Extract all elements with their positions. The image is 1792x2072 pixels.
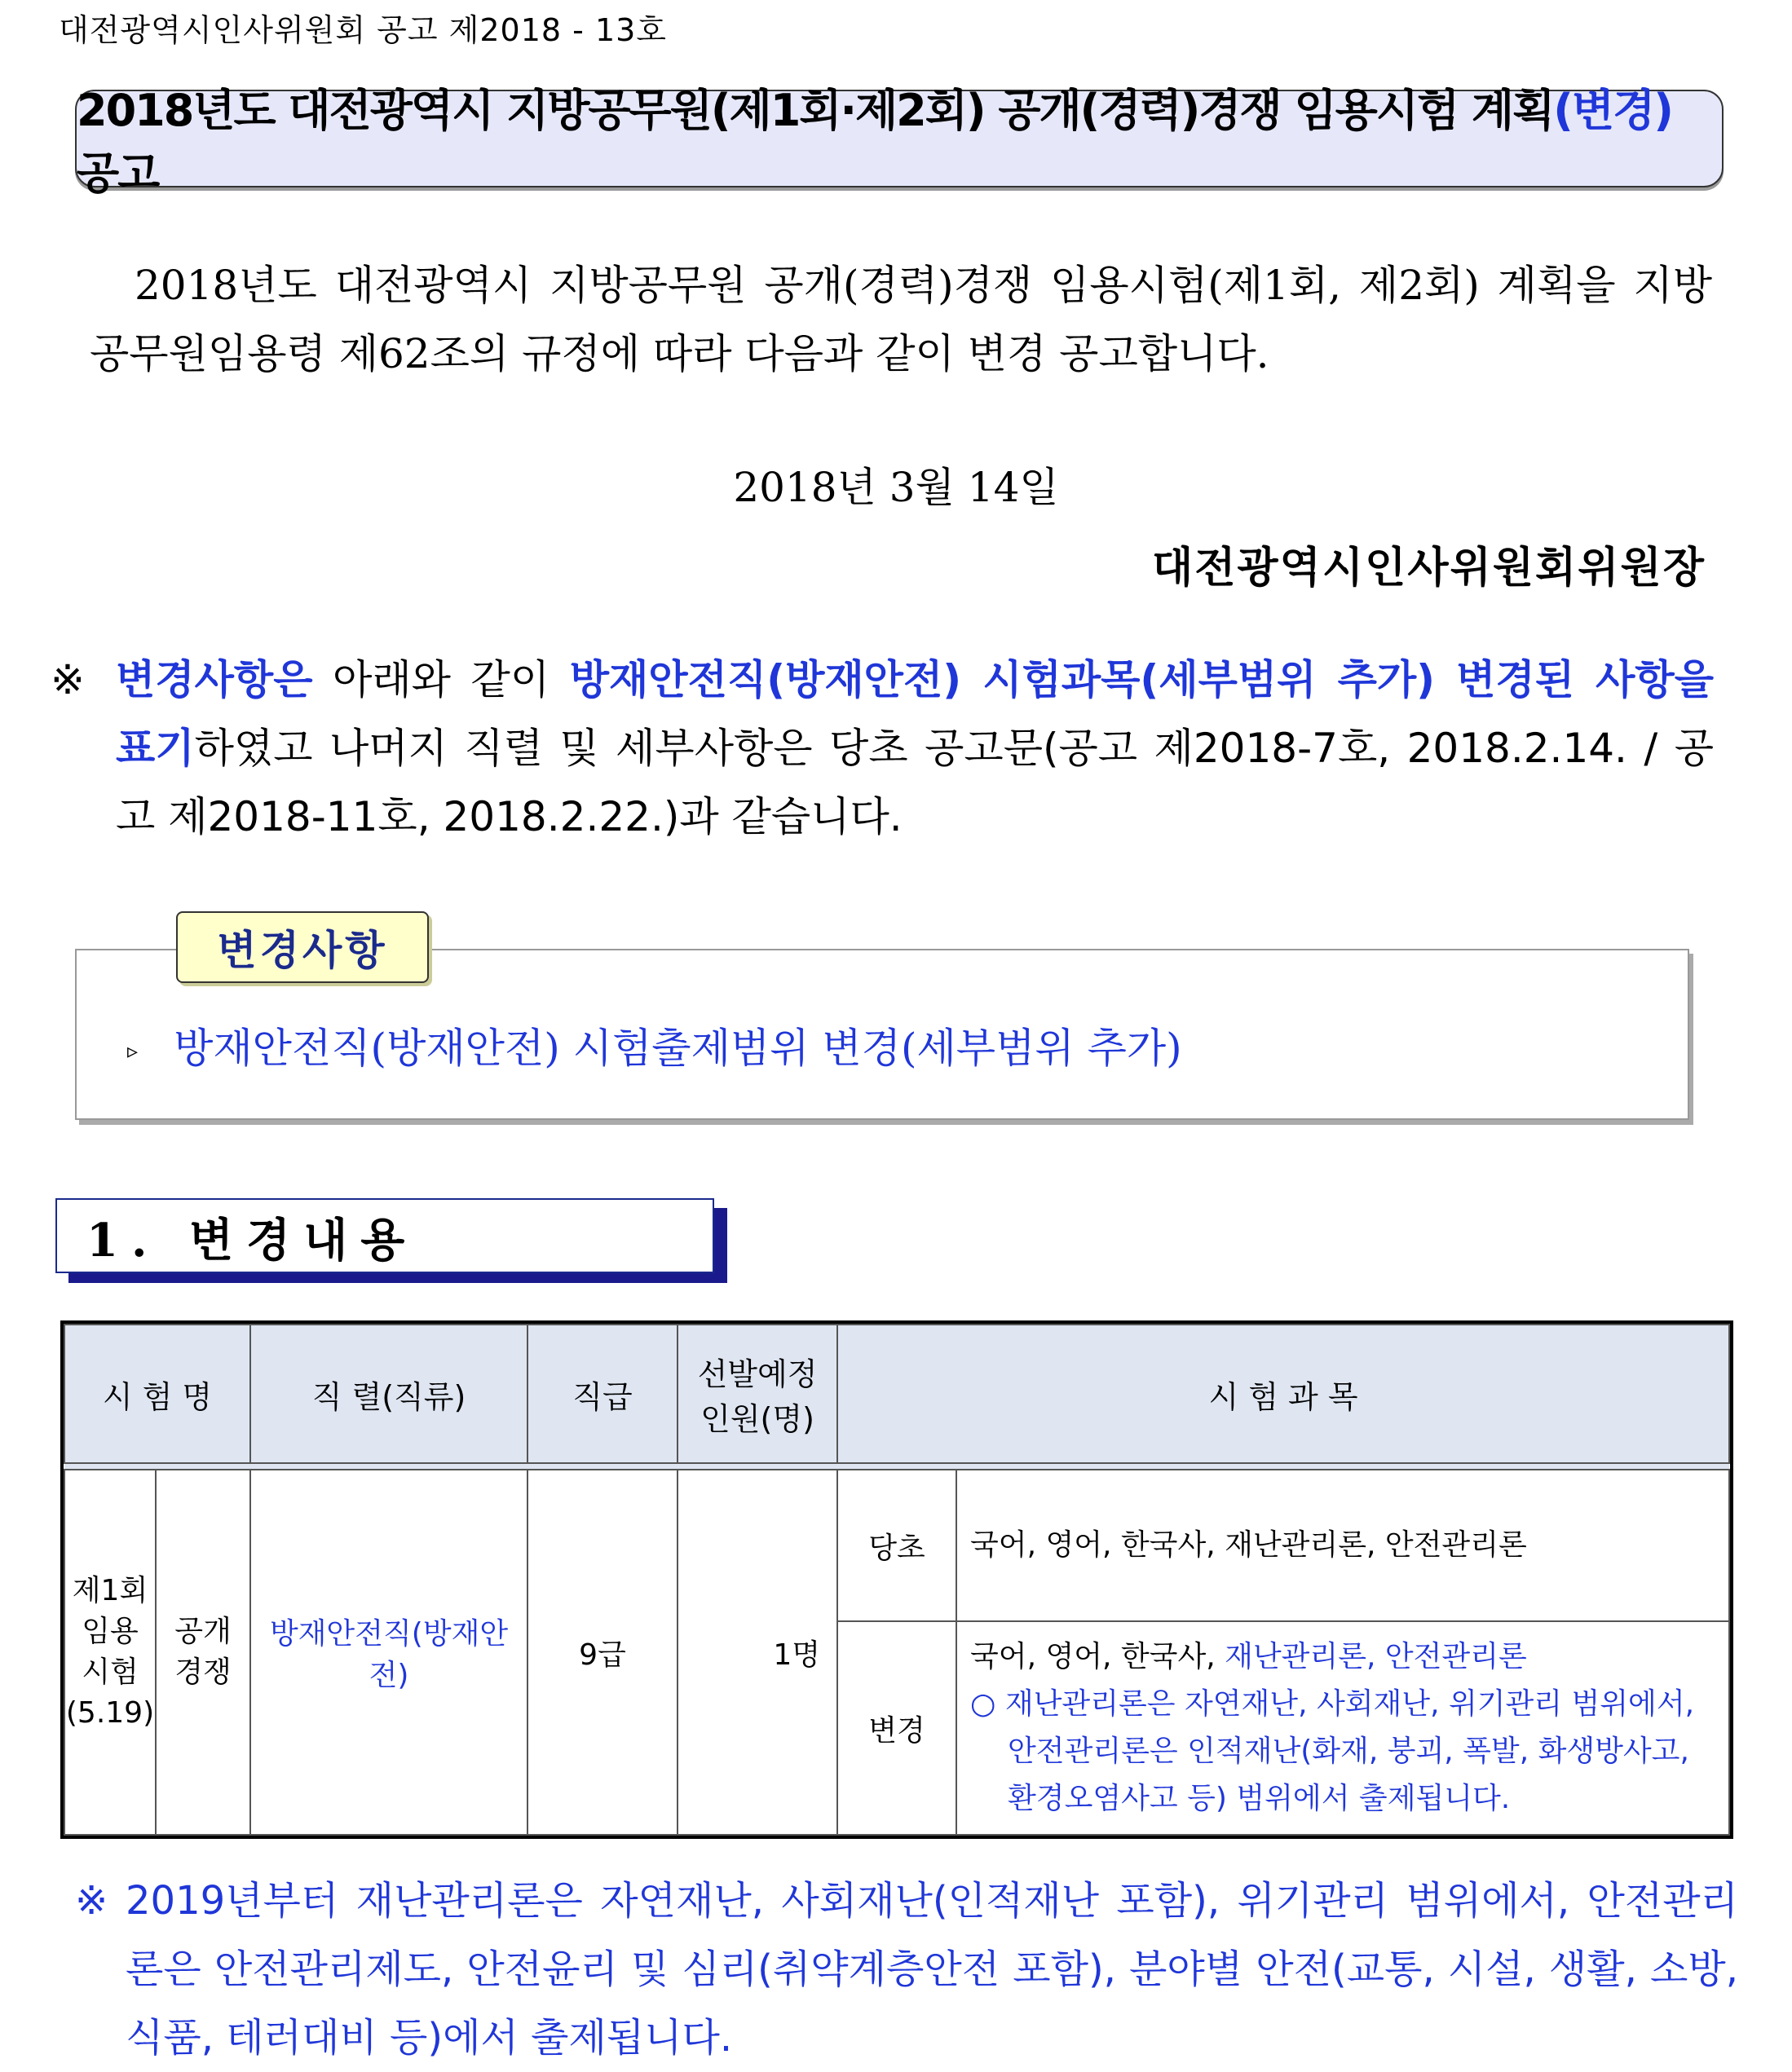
title-banner [75, 85, 1724, 199]
title-main: 2018년도 대전광역시 지방공무원(제1회·제2회) 공개(경력)경쟁 임용시험 계획 [77, 85, 1554, 136]
header-exam-name: 시 험 명 [64, 1325, 250, 1463]
notice-date: 2018년 3월 14일 [733, 464, 1059, 511]
header-separator [64, 1463, 1729, 1470]
type-line2: 경쟁 [174, 1655, 232, 1689]
header-subjects: 시 험 과 목 [837, 1325, 1729, 1463]
cell-grade: 9급 [527, 1470, 678, 1835]
exam-line1: 제1회 [72, 1574, 148, 1607]
title-highlight: (변경) [1553, 85, 1672, 136]
signatory: 대전광역시인사위원회위원장 [1151, 544, 1706, 593]
note-mark: ※ [51, 656, 85, 703]
changed-subjects-line [970, 1633, 1728, 1681]
footnote [75, 1867, 1738, 2072]
cell-count: 1명 [678, 1470, 837, 1835]
cell-original-subjects: 국어, 영어, 한국사, 재난관리론, 안전관리론 [956, 1470, 1729, 1621]
header-series: 직 렬(직류) [250, 1325, 527, 1463]
note-highlight-1: 변경사항은 [116, 656, 313, 703]
cell-changed-label: 변경 [837, 1621, 956, 1835]
cell-original-label: 당초 [837, 1470, 956, 1621]
changed-detail-line1: ○ 재난관리론은 자연재난, 사회재난, 위기관리 범위에서, [970, 1687, 1695, 1721]
change-summary-item [127, 1016, 1182, 1074]
change-summary-label: 변경사항 [176, 911, 429, 983]
changed-subjects-highlight: 재난관리론, 안전관리론 [1225, 1640, 1527, 1673]
cell-series: 방재안전직(방재안전) [250, 1470, 527, 1835]
cell-changed-subjects [956, 1621, 1729, 1835]
triangle-bullet-icon: ▹ [127, 1039, 139, 1064]
exam-line4: (5.19) [65, 1696, 155, 1730]
notice-number: 대전광역시인사위원회 공고 제2018 - 13호 [59, 12, 668, 48]
change-table [60, 1320, 1733, 1839]
intro-paragraph [90, 251, 1712, 388]
change-note [51, 646, 1714, 851]
intro-text: 2018년도 대전광역시 지방공무원 공개(경력)경쟁 임용시험(제1회, 제2회) 계획을 지방공무원임용령 제62조의 규정에 따라 다음과 같이 변경 공고합니다. [90, 262, 1712, 377]
exam-line2: 임용 [82, 1615, 139, 1648]
note-text-1: 아래와 같이 [312, 656, 570, 703]
note-body [116, 646, 1714, 851]
change-item-text: 방재안전직(방재안전) 시험출제범위 변경(세부범위 추가) [174, 1025, 1182, 1072]
section-1-title: 1. 변경내용 [86, 1214, 418, 1267]
cell-exam-name [64, 1470, 156, 1835]
header-planned-line1: 선발예정 [697, 1356, 818, 1392]
title-suffix: 공고 [77, 148, 159, 199]
changed-detail-line2: 안전관리론은 인적재난(화재, 붕괴, 폭발, 화생방사고, [1008, 1735, 1689, 1768]
note-highlight-2: 방재안전직(방재안전) 시험과목(세부범위 추가) 변경된 사항을 표기 [116, 656, 1714, 772]
changed-subjects-plain: 국어, 영어, 한국사, [970, 1640, 1225, 1673]
header-planned-count [678, 1325, 837, 1463]
type-line1: 공개 [174, 1615, 232, 1648]
footnote-text: 2019년부터 재난관리론은 자연재난, 사회재난(인적재난 포함), 위기관리 범위에서, 안전관리론은 안전관리제도, 안전윤리 및 심리(취약계층안전 포함), 분야별 안전(교통, 시설, 생활, 소방, 식품, 테러대비 등)에서 출제됩니다. [126, 1878, 1738, 2061]
page-title [77, 76, 1722, 201]
header-planned-line2: 인원(명) [700, 1401, 814, 1437]
exam-line3: 시험 [82, 1655, 139, 1689]
header-grade: 직급 [527, 1325, 678, 1463]
footnote-mark: ※ [75, 1878, 108, 1924]
cell-exam-type [156, 1470, 250, 1835]
note-text-2: 하였고 나머지 직렬 및 세부사항은 당초 공고문(공고 제2018-7호, 2018.2.14. / 공고 제2018-11호, 2018.2.22.)과 같습니다. [116, 725, 1714, 840]
changed-detail-line3: 환경오염사고 등) 범위에서 출제됩니다. [1008, 1782, 1511, 1815]
